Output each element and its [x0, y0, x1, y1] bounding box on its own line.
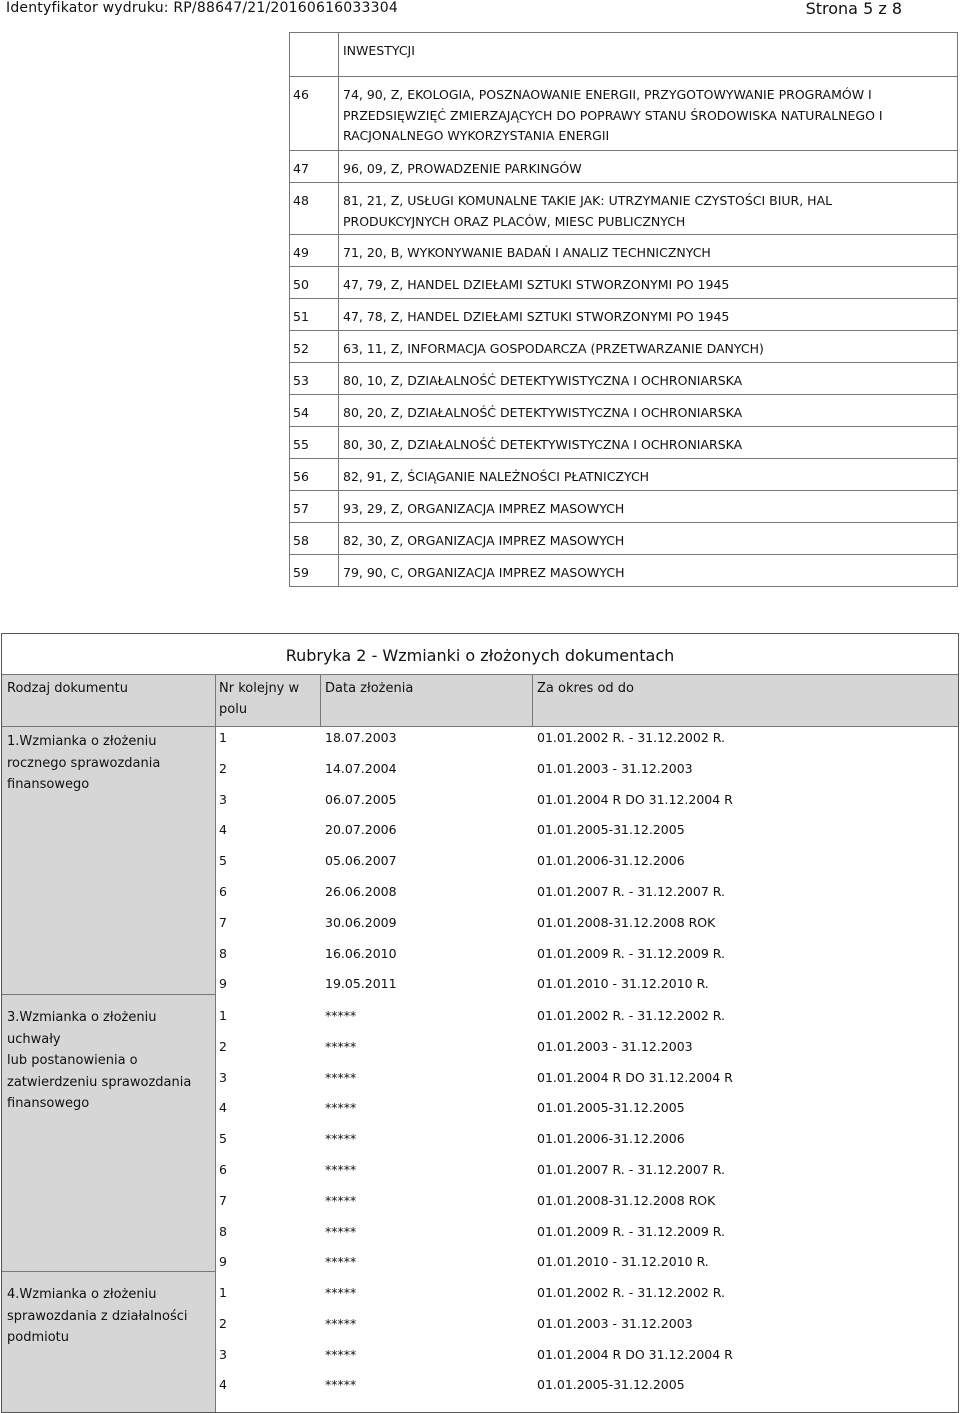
- row-period: 01.01.2009 R. - 31.12.2009 R.: [537, 945, 725, 961]
- row-date: *****: [325, 1008, 357, 1023]
- row-period: 01.01.2002 R. - 31.12.2002 R.: [537, 1285, 725, 1300]
- row-date: *****: [325, 1285, 357, 1300]
- row-date: *****: [325, 1254, 357, 1270]
- row-number: 3: [219, 1346, 227, 1362]
- divider: [2, 1271, 215, 1272]
- table-row: [290, 33, 958, 77]
- row-number: 2: [219, 1315, 227, 1331]
- list-item-number: 54: [293, 405, 309, 420]
- row-date: 19.05.2011: [325, 976, 397, 992]
- list-item-text: 81, 21, Z, USŁUGI KOMUNALNE TAKIE JAK: UTRZYMANIE CZYSTOŚCI BIUR, HAL PRODUKCYJNYCH ORAZ PLACÓW, MIESC PUBLICZNYCH: [343, 193, 833, 229]
- row-period: 01.01.2002 R. - 31.12.2002 R.: [537, 1008, 725, 1023]
- column-header-number: Nr kolejny w polu: [219, 681, 300, 717]
- list-item-number: 57: [293, 501, 309, 516]
- list-item-number: 55: [293, 437, 309, 452]
- table-row: [290, 523, 958, 555]
- row-period: 01.01.2005-31.12.2005: [537, 822, 685, 838]
- column-header-date: Data złożenia: [325, 681, 414, 696]
- list-item-text: 74, 90, Z, EKOLOGIA, POSZNAOWANIE ENERGII, PRZYGOTOWYWANIE PROGRAMÓW I PRZEDSIĘWZIĘĆ ZMIERZAJĄCYCH DO POPRAWY STANU ŚRODOWISKA NATURALNEGO I RACJONALNEGO WYKORZYSTANIA ENERGII: [343, 87, 883, 143]
- row-date: 14.07.2004: [325, 760, 397, 776]
- table-row: [290, 267, 958, 299]
- doc-type-annual-report: 1.Wzmianka o złożeniu rocznego sprawozdania finansowego: [7, 734, 161, 792]
- divider: [532, 674, 533, 726]
- list-item-text: 80, 20, Z, DZIAŁALNOŚĆ DETEKTYWISTYCZNA I OCHRONIARSKA: [343, 405, 743, 420]
- row-number: 9: [219, 976, 227, 992]
- row-date: *****: [325, 1131, 357, 1147]
- row-number: 2: [219, 1038, 227, 1054]
- table-row: [290, 427, 958, 459]
- list-item-number: 50: [293, 277, 309, 292]
- list-item-text: INWESTYCJI: [339, 33, 958, 77]
- list-item-text: 82, 91, Z, ŚCIĄGANIE NALEŻNOŚCI PŁATNICZYCH: [343, 469, 650, 484]
- row-period: 01.01.2003 - 31.12.2003: [537, 1038, 693, 1054]
- row-number: 4: [219, 1100, 227, 1116]
- table-row: [290, 459, 958, 491]
- page-number: Strona 5 z 8: [805, 0, 902, 18]
- list-item-text: 47, 79, Z, HANDEL DZIEŁAMI SZTUKI STWORZONYMI PO 1945: [343, 277, 730, 292]
- table-row: [290, 395, 958, 427]
- list-item-number: 46: [293, 87, 309, 102]
- row-period: 01.01.2006-31.12.2006: [537, 853, 685, 869]
- row-number: 9: [219, 1254, 227, 1270]
- row-date: 20.07.2006: [325, 822, 397, 838]
- list-item-text: 79, 90, C, ORGANIZACJA IMPREZ MASOWYCH: [343, 565, 625, 580]
- table-row: [290, 151, 958, 183]
- list-item-text: 93, 29, Z, ORGANIZACJA IMPREZ MASOWYCH: [343, 501, 625, 516]
- row-period: 01.01.2007 R. - 31.12.2007 R.: [537, 884, 725, 899]
- row-date: 16.06.2010: [325, 945, 397, 961]
- table-row: [290, 299, 958, 331]
- table-row: [290, 235, 958, 267]
- list-item-number: 47: [293, 161, 309, 176]
- list-item-number: [290, 33, 339, 77]
- list-item-number: 49: [293, 245, 309, 260]
- list-item-text: 82, 30, Z, ORGANIZACJA IMPREZ MASOWYCH: [343, 533, 625, 548]
- row-number: 4: [219, 1377, 227, 1393]
- row-date: *****: [325, 1315, 357, 1331]
- list-item-text: 47, 78, Z, HANDEL DZIEŁAMI SZTUKI STWORZONYMI PO 1945: [343, 309, 730, 324]
- divider: [2, 994, 215, 995]
- row-number: 4: [219, 822, 227, 838]
- doc-type-activity-report: 4.Wzmianka o złożeniu sprawozdania z działalności podmiotu: [7, 1287, 188, 1345]
- row-date: *****: [325, 1038, 357, 1054]
- row-number: 3: [219, 791, 227, 807]
- row-period: 01.01.2002 R. - 31.12.2002 R.: [537, 730, 725, 745]
- row-date: 26.06.2008: [325, 884, 397, 899]
- row-number: 7: [219, 914, 227, 930]
- row-period: 01.01.2008-31.12.2008 ROK: [537, 914, 716, 930]
- table-row: [290, 491, 958, 523]
- row-number: 2: [219, 760, 227, 776]
- row-date: *****: [325, 1377, 357, 1393]
- row-period: 01.01.2007 R. - 31.12.2007 R.: [537, 1162, 725, 1177]
- row-date: 06.07.2005: [325, 791, 397, 807]
- list-item-text: 80, 10, Z, DZIAŁALNOŚĆ DETEKTYWISTYCZNA I OCHRONIARSKA: [343, 373, 743, 388]
- row-date: *****: [325, 1223, 357, 1239]
- row-period: 01.01.2010 - 31.12.2010 R.: [537, 976, 709, 992]
- row-date: *****: [325, 1069, 357, 1085]
- print-header: [0, 0, 960, 22]
- row-period: 01.01.2008-31.12.2008 ROK: [537, 1192, 716, 1208]
- list-item-text: 80, 30, Z, DZIAŁALNOŚĆ DETEKTYWISTYCZNA I OCHRONIARSKA: [343, 437, 743, 452]
- row-number: 5: [219, 1131, 227, 1147]
- row-period: 01.01.2006-31.12.2006: [537, 1131, 685, 1147]
- row-date: *****: [325, 1162, 357, 1177]
- activity-list-table: [289, 32, 958, 587]
- row-period: 01.01.2004 R DO 31.12.2004 R: [537, 1069, 733, 1085]
- list-item-text: 71, 20, B, WYKONYWANIE BADAŃ I ANALIZ TECHNICZNYCH: [343, 245, 711, 260]
- table-row: [290, 77, 958, 151]
- list-item-number: 52: [293, 341, 309, 356]
- list-item-number: 51: [293, 309, 309, 324]
- row-period: 01.01.2004 R DO 31.12.2004 R: [537, 791, 733, 807]
- row-number: 6: [219, 884, 227, 899]
- row-period: 01.01.2004 R DO 31.12.2004 R: [537, 1346, 733, 1362]
- table-row: [290, 331, 958, 363]
- table-row: [290, 363, 958, 395]
- row-number: 7: [219, 1192, 227, 1208]
- table-row: [290, 555, 958, 587]
- list-item-number: 59: [293, 565, 309, 580]
- documents-section: [1, 633, 959, 1413]
- divider: [2, 726, 958, 727]
- row-period: 01.01.2005-31.12.2005: [537, 1377, 685, 1393]
- row-number: 1: [219, 1285, 227, 1300]
- row-period: 01.01.2003 - 31.12.2003: [537, 1315, 693, 1331]
- list-item-text: 63, 11, Z, INFORMACJA GOSPODARCZA (PRZETWARZANIE DANYCH): [343, 341, 764, 356]
- table-row: [290, 183, 958, 235]
- row-date: 30.06.2009: [325, 914, 397, 930]
- list-item-text: 96, 09, Z, PROWADZENIE PARKINGÓW: [343, 161, 582, 176]
- list-item-number: 48: [293, 193, 309, 208]
- row-period: 01.01.2003 - 31.12.2003: [537, 760, 693, 776]
- row-period: 01.01.2005-31.12.2005: [537, 1100, 685, 1116]
- row-date: *****: [325, 1192, 357, 1208]
- column-header-doc-type: Rodzaj dokumentu: [7, 681, 128, 696]
- divider: [320, 674, 321, 726]
- row-date: 18.07.2003: [325, 730, 397, 745]
- doc-type-approval-resolution: 3.Wzmianka o złożeniu uchwały lub postanowienia o zatwierdzeniu sprawozdania finansowego: [7, 1010, 192, 1111]
- row-number: 3: [219, 1069, 227, 1085]
- row-date: *****: [325, 1346, 357, 1362]
- divider: [2, 674, 958, 675]
- row-number: 5: [219, 853, 227, 869]
- list-item-number: 53: [293, 373, 309, 388]
- row-number: 1: [219, 730, 227, 745]
- row-number: 8: [219, 945, 227, 961]
- list-item-number: 58: [293, 533, 309, 548]
- print-identifier: Identyfikator wydruku: RP/88647/21/20160616033304: [6, 0, 398, 16]
- divider: [215, 674, 216, 1412]
- section-title: Rubryka 2 - Wzmianki o złożonych dokumentach: [285, 646, 675, 665]
- column-header-period: Za okres od do: [537, 681, 634, 696]
- row-number: 6: [219, 1162, 227, 1177]
- row-number: 8: [219, 1223, 227, 1239]
- row-date: *****: [325, 1100, 357, 1116]
- list-item-number: 56: [293, 469, 309, 484]
- row-date: 05.06.2007: [325, 853, 397, 869]
- row-period: 01.01.2009 R. - 31.12.2009 R.: [537, 1223, 725, 1239]
- row-period: 01.01.2010 - 31.12.2010 R.: [537, 1254, 709, 1270]
- row-number: 1: [219, 1008, 227, 1023]
